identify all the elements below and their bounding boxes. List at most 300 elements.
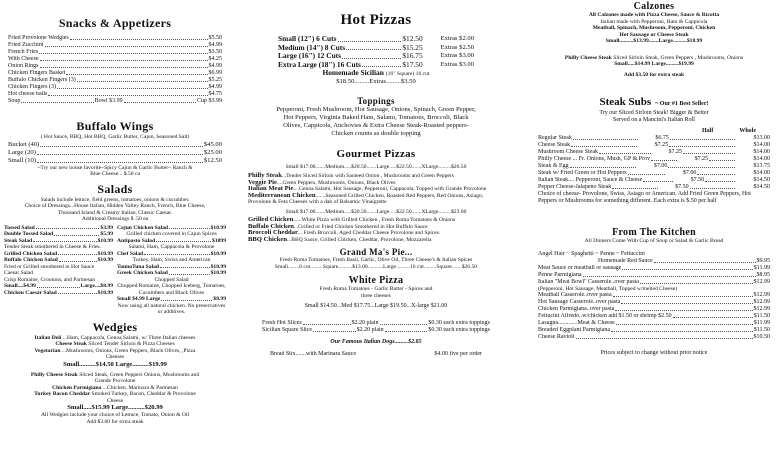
calzones-title: Calzones bbox=[633, 1, 675, 12]
steak-subs-desc-1: Try our Sliced Sirloin Steak! Bigger & Better bbox=[599, 110, 709, 116]
salad-item-leader bbox=[37, 283, 80, 288]
snack-item bbox=[8, 56, 222, 63]
snack-item-label: French Fries bbox=[8, 49, 39, 55]
kitchen-item-price: $12.99 bbox=[753, 306, 770, 312]
gourmet-desc: ...Tender Sliced Sirloin with Sauteed Onion , Mushrooms and Green Peppers bbox=[281, 173, 454, 180]
steak-sub-leader bbox=[628, 170, 666, 175]
pizza-size-price: $15.25 bbox=[402, 43, 423, 52]
salad-item-leader bbox=[160, 264, 210, 269]
calzone-line: Meatball, Spinach, Mushroom, Pepperoni, Chicken bbox=[592, 25, 716, 31]
wedgie-name: Cheese Steak bbox=[55, 341, 87, 347]
salad-desc: Tender Steak smothered in Cheese & Fries. bbox=[4, 244, 102, 250]
hot-pizzas-title: Hot Pizzas bbox=[340, 12, 412, 28]
gourmet-item bbox=[248, 193, 504, 206]
salad-item-price: $10.99 bbox=[97, 289, 113, 296]
snack-item-label: Fried Zucchini bbox=[8, 42, 44, 48]
kitchen-item-label: Cheese Ravioli bbox=[538, 334, 575, 340]
wedgie-item bbox=[26, 391, 204, 404]
salad-item-label: Tossed Salad bbox=[4, 224, 35, 231]
steak-sub-whole: $14.00 bbox=[753, 142, 770, 148]
salads-dressings: Choice of Dressings...House Italian, Hidden Valley Ranch, French, Blue Cheese, Thousand Island & Creamy Italian, Classic Caesar. bbox=[24, 203, 206, 216]
snack-item bbox=[8, 63, 222, 70]
steak-sub-leader bbox=[573, 135, 638, 140]
salad-item-label: Small $4.99 Large bbox=[117, 296, 161, 302]
kitchen-item-leader bbox=[576, 334, 753, 339]
steak-sub-whole: $14.50 bbox=[753, 177, 770, 183]
wedgies-list-2 bbox=[4, 372, 226, 405]
salad-item-leader bbox=[33, 238, 96, 243]
steak-subs-list bbox=[534, 135, 774, 191]
gourmet-desc: ... Fresh Broccoli, Aged Cheddar Cheese Provolone and Spices. bbox=[297, 230, 441, 237]
soup-item bbox=[8, 98, 222, 105]
steak-subs-desc-2: Served on a Mancini's Italian Roll bbox=[613, 117, 695, 123]
snack-item-price: $4.25 bbox=[208, 56, 222, 62]
calzones-price: Small..........$13.99.......Large..........$18.99 bbox=[605, 38, 703, 44]
salad-desc: Chopped Salad bbox=[154, 276, 189, 283]
salads-right bbox=[117, 225, 226, 316]
gourmet-name: Grilled Chicken bbox=[248, 216, 294, 224]
salad-item-price: $8.99 bbox=[213, 296, 226, 302]
steak-sub-leader bbox=[570, 163, 637, 168]
salad-item-label: Chef Salad bbox=[117, 250, 144, 257]
snack-item-leader bbox=[40, 56, 208, 61]
salads-left bbox=[4, 225, 113, 316]
salad-item-label: Steak Salad bbox=[4, 237, 33, 244]
snack-item-label: Fried Provolone Wedgies bbox=[8, 35, 69, 41]
calzone-line: Hot Sausage or Cheese Steak bbox=[619, 31, 689, 38]
grandma-sizes: Small........8 cut.........Square..........$13.00...........Large..........16 cut.........Square.......$26.50 bbox=[274, 263, 478, 270]
snack-item-price: $5.25 bbox=[208, 77, 222, 83]
pizza-size-label: Large (16") 12 Cuts bbox=[278, 52, 342, 61]
kitchen-item bbox=[538, 299, 770, 306]
kitchen-item-leader bbox=[621, 299, 752, 304]
pizza-size-leader bbox=[338, 35, 402, 42]
steak-sub-label: Italian Steak.... Pepperoni, Sauce & Cheese bbox=[538, 177, 643, 183]
salads-title: Salads bbox=[97, 181, 133, 196]
wedgie-name: Philly Cheese Steak bbox=[30, 371, 78, 378]
steak-sub-row bbox=[538, 184, 770, 191]
wedgie-desc: Sliced Tender Sirloin & Pizza Cheeses bbox=[86, 341, 175, 347]
snack-item bbox=[8, 91, 222, 98]
pizza-extra-price: Extras $3.00 bbox=[440, 60, 474, 68]
wedgie-desc: ...Mushrooms, Onions, Green Peppers, Black Olives, ,Pizza Cheeses bbox=[60, 347, 196, 360]
salads-additional: Additional Dressings $ .50 ea bbox=[81, 216, 149, 222]
salad-item-leader bbox=[169, 225, 210, 230]
steak-sub-whole: $13.00 bbox=[753, 135, 770, 141]
gourmet-name: Mediterranean Chicken bbox=[248, 191, 316, 199]
steak-sub-whole: $14.00 bbox=[753, 149, 770, 155]
kitchen-item-price: $11.99 bbox=[753, 264, 770, 271]
salad-item-label: Double Tossed Salad bbox=[4, 231, 54, 237]
pizza-size-row bbox=[278, 44, 474, 53]
soup-cup: Cup $3.99 bbox=[196, 98, 222, 104]
kitchen-item-label: Breaded Eggplant Parmigiana bbox=[538, 327, 610, 333]
gourmet-item bbox=[248, 237, 504, 244]
steak-sub-leader-2 bbox=[690, 184, 735, 189]
whole-label: Whole bbox=[739, 128, 756, 134]
salad-item-leader bbox=[58, 251, 96, 256]
wings-note: ~Try our new house favorite~Spicy Cajun & Garlic Butter~ Ranch & Blue Cheese... $.50 ca bbox=[37, 164, 193, 177]
gourmet-name: Veggie Pie bbox=[248, 178, 277, 186]
steak-sub-row bbox=[538, 135, 770, 142]
gourmet-desc: ......White Pizza with Grilled Chicken , Fresh Roma Tomatoes & Onions bbox=[293, 217, 456, 224]
steak-sub-label: Steak & Egg bbox=[538, 163, 569, 169]
wedgie-name: Turkey Bacon Cheddar bbox=[34, 391, 91, 397]
slice-extra: $0.30 each extra toppings bbox=[428, 327, 490, 334]
sicilian-line bbox=[248, 69, 504, 78]
steak-sub-leader-2 bbox=[669, 142, 735, 147]
kitchen-item-price: $10.50 bbox=[753, 334, 770, 340]
salad-item-price: $10.99 bbox=[210, 263, 226, 270]
soup-leader-2 bbox=[124, 98, 196, 103]
wings-item-label: Small (10) bbox=[8, 156, 37, 164]
wings-title: Buffalo Wings bbox=[76, 119, 154, 133]
kitchen-item-label: Homemade Red Sauce bbox=[598, 257, 653, 264]
snack-item-leader bbox=[77, 77, 208, 82]
salad-item-price: $10.99 bbox=[210, 250, 226, 257]
snack-item bbox=[8, 49, 222, 56]
snack-item-price: $3.50 bbox=[208, 49, 222, 55]
slice-leader-2 bbox=[380, 320, 428, 325]
steak-sub-leader-2 bbox=[668, 163, 735, 168]
wedgies-title: Wedgies bbox=[92, 319, 138, 334]
white-pizza-title: White Pizza bbox=[348, 275, 404, 287]
snack-item-label: Onion Rings bbox=[8, 63, 39, 69]
steak-subs-title: Steak Subs bbox=[599, 96, 652, 108]
steak-sub-row bbox=[538, 149, 770, 156]
kitchen-item-label: Penne Parmigiana bbox=[538, 271, 582, 278]
toppings-title: Toppings bbox=[357, 95, 395, 106]
italian-dogs: Our Famous Italian Dogs.........$2.85 bbox=[330, 339, 422, 346]
pizza-size-list bbox=[248, 35, 504, 69]
salad-item-price: $10.99 bbox=[97, 257, 113, 263]
salad-item-price: $10.99 bbox=[97, 250, 113, 257]
steak-subs-header bbox=[534, 92, 774, 110]
snack-item bbox=[8, 35, 222, 42]
kitchen-item-leader bbox=[616, 320, 753, 325]
salad-item-label: Greek Chicken Salad bbox=[117, 270, 168, 276]
calzone-lines bbox=[534, 19, 774, 39]
wings-item-price: $45.00 bbox=[203, 140, 222, 148]
salad-item-leader bbox=[36, 225, 100, 230]
half-label: Half bbox=[701, 128, 714, 134]
wedgie-desc: ...Chicken, Marinara & Parmesan bbox=[101, 384, 178, 391]
salad-item-leader bbox=[161, 296, 212, 301]
kitchen-item-price: $11.50 bbox=[753, 327, 770, 333]
kitchen-item-label: Hot Sausage Casserole..over pasta bbox=[538, 299, 621, 305]
gourmet-name: BBQ Chicken bbox=[248, 235, 288, 243]
snack-item-label: Buffalo Chicken Fingers (3) bbox=[8, 77, 76, 83]
wings-item bbox=[8, 157, 222, 165]
pizza-size-row bbox=[278, 52, 474, 61]
steak-sub-row bbox=[538, 163, 770, 170]
bread-stix-label: Bread Stix.......with Marinara Sauce bbox=[270, 351, 356, 358]
pizza-extra-price: Extras $2.50 bbox=[440, 43, 474, 51]
pizza-size-price: $16.75 bbox=[402, 52, 423, 61]
menu-column-right bbox=[534, 0, 774, 473]
bread-stix bbox=[248, 351, 504, 358]
gourmet-desc: ...BBQ Sauce, Grilled Chicken, Cheddar, Provolone, Mozzarella bbox=[287, 236, 432, 243]
steak-sub-label: Cheese Steak bbox=[538, 142, 571, 148]
salad-desc: Caesar Salad bbox=[4, 270, 34, 276]
steak-subs-cols bbox=[534, 128, 774, 135]
steak-sub-leader-2 bbox=[670, 135, 735, 140]
salad-desc: Now using all natural chicken. No preservatives or additives. bbox=[117, 302, 226, 315]
kitchen-item-label: Meat Sauce or meatball or sausage bbox=[538, 264, 622, 271]
wedgie-desc: Sliced Steak, Green Peppers Onions, Mushrooms and Grande Provolone bbox=[77, 371, 200, 384]
kitchen-item-label: Meatball Casserole..over pasta bbox=[538, 292, 612, 298]
salad-item bbox=[4, 290, 113, 297]
menu-column-center bbox=[248, 0, 504, 473]
salad-item-price: $10.99 bbox=[97, 237, 113, 244]
kitchen-item bbox=[538, 279, 770, 286]
snack-item-leader bbox=[70, 35, 208, 40]
kitchen-item-price: $11.99 bbox=[753, 320, 770, 326]
steak-sub-label: Regular Steak bbox=[538, 135, 572, 141]
philly-label: Philly Cheese Steak bbox=[564, 54, 612, 61]
calzones-philly-price: Small.....$14.99 Large.........$19.99 bbox=[614, 61, 694, 67]
slice-label: Sicilian Square Slice bbox=[262, 327, 312, 334]
wings-item-leader bbox=[37, 157, 203, 163]
gourmet-sizes-2: Small $17.00.......Medium.....$20.50.......Large.....$22.50.......XLarge.........$23.00 bbox=[285, 208, 467, 215]
wings-sauces: ( Hot Sauce, BBQ, Hot BBQ, Garlic Butter, Cajun, Seasoned Salt) bbox=[40, 134, 190, 140]
slices-list bbox=[248, 320, 504, 334]
steak-sub-half: $6.75 bbox=[655, 135, 669, 141]
steak-sub-whole: $13.75 bbox=[753, 163, 770, 169]
sicilian-label: Homemade Sicilian bbox=[322, 68, 384, 78]
salad-item-label: Small....$4.99 bbox=[4, 283, 36, 289]
kitchen-item-price: $12.99 bbox=[753, 292, 770, 298]
gourmet-list-1 bbox=[248, 173, 504, 206]
grandma-desc: Fresh Roma Tomatoes, Fresh Basil, Garlic, Olive Oil, Three Cheese's & Italian Spices bbox=[279, 257, 473, 264]
steak-sub-half: $7.25 bbox=[694, 156, 709, 162]
kitchen-item-leader bbox=[583, 272, 756, 277]
pizza-extra-price: Extras $3.00 bbox=[440, 52, 474, 60]
wedgies-price-1: Small..........$14.50 Large..........$19.99 bbox=[63, 360, 167, 368]
kitchen-item-leader bbox=[640, 279, 753, 284]
wings-item-leader bbox=[40, 141, 203, 147]
wedgies-list-1 bbox=[4, 335, 226, 361]
wedgies-note-2: Add $3.00 for extra steak bbox=[86, 418, 144, 425]
salads-grid bbox=[4, 225, 226, 316]
kitchen-item bbox=[538, 272, 770, 279]
steak-sub-row bbox=[538, 156, 770, 163]
snack-item bbox=[8, 84, 222, 91]
kitchen-footer: Prices subject to change without prior notice bbox=[600, 350, 708, 356]
slice-price: $2.20 plain bbox=[351, 320, 379, 327]
wings-item-price: $12.50 bbox=[203, 156, 222, 164]
salad-item-price: $10.99 bbox=[210, 270, 226, 276]
salad-item-leader bbox=[156, 238, 211, 243]
salad-item-price: $3.99 bbox=[100, 224, 113, 231]
kitchen-item-label: Fettucini Alfredo..w/chicken add $1.50 or shrimp $2.50 bbox=[538, 313, 672, 319]
salad-item-price: Large....$8.99 bbox=[80, 283, 113, 289]
slice-row bbox=[262, 320, 490, 327]
kitchen-sub: All Dinners Come With Cup of Soup or Salad & Garlic Bread bbox=[584, 238, 724, 244]
kitchen-item-leader bbox=[613, 292, 753, 297]
snack-item-price: $6.99 bbox=[208, 70, 222, 76]
grandma-title: Grand Ma's Pie... bbox=[339, 247, 413, 258]
pizza-size-price: $12.50 bbox=[402, 35, 423, 43]
calzones-sub: All Calzones made with Pizza Cheese, Sauce & Ricotta bbox=[588, 12, 720, 18]
soup-bowl: Bowl $3.99 bbox=[94, 98, 123, 104]
wedgie-item bbox=[26, 348, 204, 361]
salad-item-leader bbox=[169, 270, 210, 275]
snack-item-price: $4.99 bbox=[208, 84, 222, 90]
steak-sub-leader-2 bbox=[709, 156, 735, 161]
steak-sub-half: $7.25 bbox=[668, 149, 682, 155]
salad-item-label: Buffalo Chicken Salad bbox=[4, 257, 58, 263]
gourmet-desc: ....Genoa Salami, Hot Sausage, Pepperoni, Cappacola, Topped with Grande Provolone bbox=[293, 186, 487, 193]
kitchen-item-leader bbox=[673, 313, 753, 318]
snack-item-leader bbox=[45, 42, 208, 47]
wedgie-name: Vegetarian bbox=[34, 347, 61, 354]
wedgie-desc: ...Ham, Cappacola, Genoa Salami, w/ Three Italian cheeses bbox=[61, 334, 196, 341]
steak-sub-whole: $14.00 bbox=[753, 170, 770, 176]
snacks-list bbox=[4, 35, 226, 105]
slice-price: $2.20 plain bbox=[356, 327, 384, 334]
steak-sub-row bbox=[538, 142, 770, 149]
calzone-line: Italian made with Pepperoni, Ham & Cappicola bbox=[600, 18, 708, 25]
kitchen-item-label: Italian "Meat Bowl" Casserole..over pasta bbox=[538, 278, 639, 285]
steak-sub-leader bbox=[651, 156, 677, 161]
gourmet-name: Italian Meat Pie bbox=[248, 185, 294, 193]
gourmet-list-2 bbox=[248, 217, 504, 243]
kitchen-item-price: $11.50 bbox=[753, 313, 770, 319]
pizza-size-leader bbox=[342, 52, 401, 59]
toppings-text: Pepperoni, Fresh Mushroom, Hot Sausage, Onions, Spinach, Green Pepper, Hot Peppers, Virginia Baked Ham, Salami, Tomatoes, Broccoli, Black Olives, Cappicola, Anchovies & Extra Cheese Steak-Roasted peppers-Chicken counts as double topping bbox=[276, 105, 476, 137]
steak-sub-leader-2 bbox=[705, 177, 735, 182]
salad-item-price: $10.99 bbox=[210, 224, 226, 231]
wedgie-desc: Smoked Turkey, Bacon, Cheddar & Provolone Cheese bbox=[90, 391, 196, 404]
kitchen-item-label: Chicken Parmigiana..over pasta bbox=[538, 306, 615, 312]
pizza-size-label: Extra Large (18") 16 Cuts bbox=[278, 60, 361, 69]
kitchen-item bbox=[538, 258, 770, 265]
steak-sub-whole: $14.00 bbox=[753, 156, 770, 162]
kitchen-pasta: Angel Hair ~ Spaghetti ~ Penne ~ Fettuccini bbox=[538, 250, 645, 257]
steak-sub-row bbox=[538, 170, 770, 177]
gourmet-desc: ...Grilled or Fried Chicken Smothered in Hot Buffalo Sauce bbox=[293, 223, 428, 230]
wings-item-label: Bucket (40) bbox=[8, 140, 40, 148]
kitchen-item-price: $12.99 bbox=[753, 299, 770, 305]
calzones-extra: Add $3.50 for extra steak bbox=[623, 71, 685, 78]
wedgies-note: All Wedgies include your choice of Lettuce, Tomato, Onion & Oil bbox=[40, 412, 190, 418]
philly-desc: Sliced Sirloin Steak, Green Peppers , Mushrooms, Onions bbox=[613, 54, 744, 61]
salad-item-label: Cajun Chicken Salad bbox=[117, 224, 168, 231]
slice-leader bbox=[303, 320, 351, 325]
salad-desc: Grilled chicken covered in Cajun Spices bbox=[126, 231, 217, 237]
steak-sub-half: $7.25 bbox=[654, 142, 669, 148]
gourmet-name: Broccoli Cheddar bbox=[248, 229, 298, 237]
snack-item-label: Chicken Fingers (3) bbox=[8, 84, 56, 90]
kitchen-item-leader bbox=[654, 258, 756, 263]
snack-item-price: $5.50 bbox=[208, 35, 222, 41]
salad-item-leader bbox=[59, 257, 97, 262]
salad-desc: Chopped Romaine, Chopped Iceberg, Tomatoes, Cucumbers and Black Olives bbox=[117, 283, 226, 296]
kitchen-item-leader bbox=[615, 306, 752, 311]
soup-label: Soup bbox=[8, 98, 21, 104]
pizza-size-price: $17.50 bbox=[402, 60, 423, 69]
salad-item-label: Grilled Chicken Salad bbox=[4, 250, 58, 257]
slice-label: Fresh Hot Slices bbox=[262, 320, 302, 327]
pizza-extra-price: Extras $2.00 bbox=[440, 35, 474, 42]
white-pizza-desc: Fresh Roma Tomatoes - Garlic Butter - Spices and three cheeses bbox=[319, 286, 433, 299]
steak-sub-half: $7.50 bbox=[690, 177, 705, 183]
snack-item-label: Chicken Fingers Basket bbox=[8, 70, 66, 76]
steak-subs-note: Choice of cheese- Provolone, Swiss, Asiago or American. Add Fried Green Peppers, Hot Peppers or Mushrooms for something different. Each extra is $.50 per half bbox=[538, 191, 751, 204]
steak-sub-whole: $14.50 bbox=[753, 184, 770, 190]
gourmet-desc: .......Seasoned Grilled Chicken, Roasted Red Peppers, Red Onions, Asiago, Provolone & Feta Cheeses with a dab of Balsamic Vinaigrette bbox=[248, 192, 484, 206]
wedgies-price-2: Small.....$15.99 Large..........$20.99 bbox=[67, 404, 163, 411]
slice-leader-2 bbox=[385, 327, 428, 332]
steak-sub-leader-2 bbox=[683, 149, 735, 154]
gourmet-desc: ....Green Peppers, Mushrooms, Onions, Black Olives bbox=[276, 179, 396, 186]
steak-sub-row bbox=[538, 177, 770, 184]
salad-item-label: Chicken Caesar Salad bbox=[4, 289, 57, 296]
menu-column-left bbox=[4, 0, 226, 473]
snacks-title: Snacks & Appetizers bbox=[58, 16, 172, 30]
kitchen-item-label: Lasagna.............Meat & Cheese bbox=[538, 320, 615, 326]
steak-sub-label: Pepper Cheese-Jalapeno Steak bbox=[538, 184, 612, 190]
slice-extra: $0.30 each extra toppings bbox=[428, 320, 490, 327]
snack-item-label: Hot cheese balls bbox=[8, 91, 48, 97]
kitchen-item bbox=[538, 306, 770, 313]
steak-sub-label: Philly Cheese ... Fr. Onions, Mush, GP & Prov bbox=[538, 156, 651, 162]
steak-sub-label: Steak w/ Fried Green or Hot Peppers bbox=[538, 170, 627, 176]
white-pizza-sizes: Small $14.50...Med $17.75...Large $19.50...X-large $21.00 bbox=[304, 303, 448, 310]
snack-item bbox=[8, 42, 222, 49]
salad-item-label: TonnoTuna Salad bbox=[117, 263, 160, 270]
wings-item bbox=[8, 149, 222, 157]
salad-item-leader bbox=[54, 231, 99, 236]
steak-sub-leader-2 bbox=[697, 170, 735, 175]
snack-item bbox=[8, 70, 222, 77]
snack-item-leader bbox=[57, 84, 208, 89]
steak-sub-half: $7.00 bbox=[653, 163, 668, 169]
kitchen-item bbox=[538, 334, 770, 341]
salad-item-label: Antipasto Salad bbox=[117, 237, 156, 244]
sicilian-price: $18.50.........Extras.........$3.50 bbox=[336, 77, 416, 85]
bread-stix-price: $4.00 five per order bbox=[434, 351, 482, 358]
kitchen-item bbox=[538, 320, 770, 327]
pizza-size-row bbox=[278, 35, 474, 44]
wings-list bbox=[4, 141, 226, 165]
soup-leader bbox=[21, 98, 93, 103]
wedgie-name: Italian Deli bbox=[34, 334, 62, 341]
sicilian-size: (16" Square) 16 cut bbox=[385, 71, 430, 78]
snack-item-leader bbox=[39, 49, 207, 54]
gourmet-name: Buffalo Chicken bbox=[248, 222, 294, 230]
steak-sub-leader bbox=[599, 149, 651, 154]
pizza-size-label: Small (12") 6 Cuts bbox=[278, 35, 337, 43]
salad-item-leader bbox=[144, 251, 209, 256]
steak-sub-leader bbox=[643, 177, 673, 182]
snack-item-price: $4.99 bbox=[208, 63, 222, 69]
wedgie-name: Chicken Parmigiana bbox=[52, 384, 102, 391]
wings-item bbox=[8, 141, 222, 149]
wedgie-item bbox=[26, 372, 204, 385]
kitchen-item-leader bbox=[611, 327, 753, 332]
kitchen-item-price: $9.95 bbox=[756, 257, 770, 264]
kitchen-item bbox=[538, 313, 770, 320]
snack-item bbox=[8, 77, 222, 84]
snack-item-leader bbox=[66, 70, 207, 75]
gourmet-sizes: Small $17.00.......Medium.....$20.50.......Large.....$22.50.......XLarge.........$26.50 bbox=[285, 163, 467, 170]
salad-item-price: $5.99 bbox=[100, 231, 113, 237]
kitchen-list bbox=[534, 258, 774, 342]
steak-sub-half: $7.50 bbox=[675, 184, 689, 190]
kitchen-item-price: $12.99 bbox=[753, 278, 770, 285]
